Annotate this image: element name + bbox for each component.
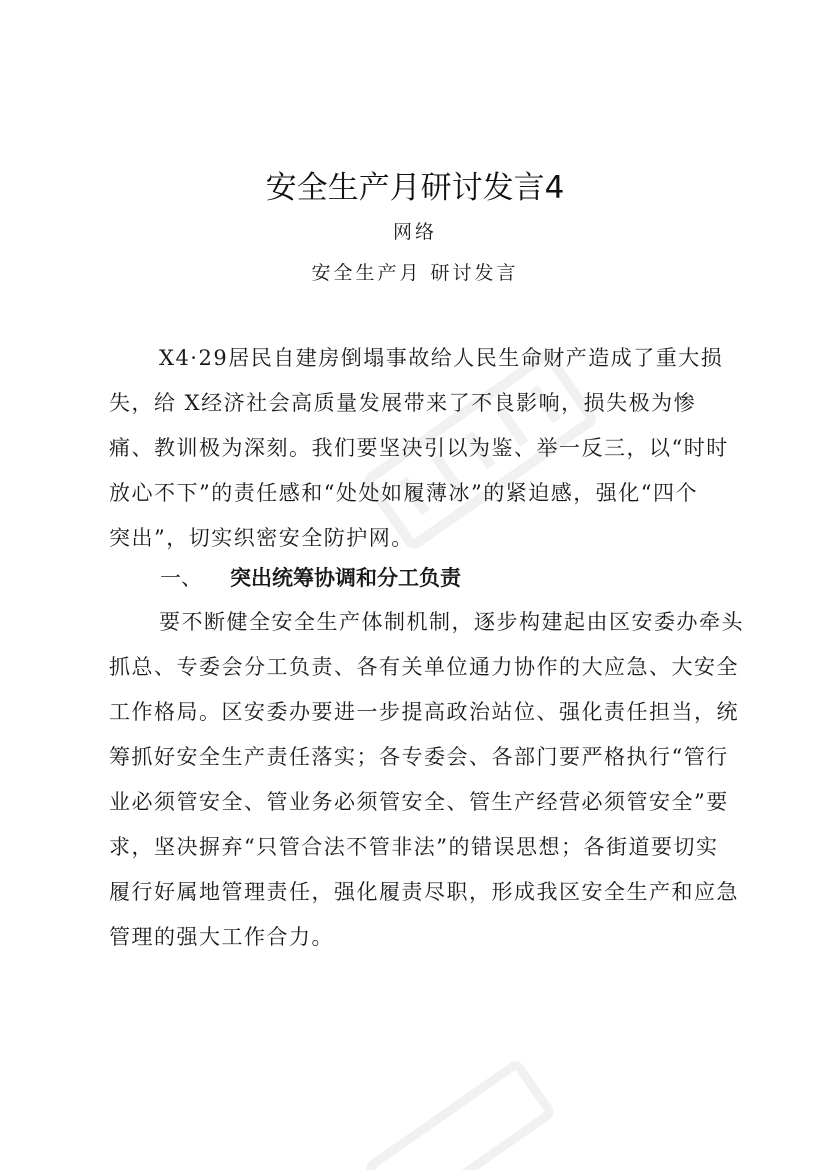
document-title: 安全生产月研讨发言4: [265, 170, 565, 206]
document-author: 网络: [392, 221, 437, 243]
paragraph-line: 要不断健全安全生产体制机制，逐步构建起由区安委办牵头: [159, 610, 744, 634]
paragraph-intro: [109, 336, 729, 561]
paragraph-section-1: [109, 600, 744, 960]
paragraph-line: 筹抓好安全生产责任落实；各专委会、各部门要严格执行“管行: [109, 745, 729, 769]
section-number: 一、: [160, 566, 202, 590]
paragraph-line: 痛、教训极为深刻。我们要坚决引以为鉴、举一反三，以“时时: [109, 436, 729, 460]
paragraph-line: 工作格局。区安委办要进一步提高政治站位、强化责任担当，统: [109, 700, 739, 724]
section-heading: [160, 562, 461, 594]
paragraph-line: 抓总、专委会分工负责、各有关单位通力协作的大应急、大安全: [109, 655, 739, 679]
paragraph-line: 履行好属地管理责任，强化履责尽职，形成我区安全生产和应急: [109, 880, 739, 904]
paragraph-line: 突出”，切实织密安全防护网。: [109, 526, 414, 550]
paragraph-line: 求，坚决摒弃“只管合法不管非法”的错误思想；各街道要切实: [109, 835, 719, 859]
paragraph-line: 管理的强大工作合力。: [109, 925, 334, 949]
paragraph-line: X4·29居民自建房倒塌事故给人民生命财产造成了重大损: [159, 346, 724, 370]
watermark-logo-bottom: [360, 1060, 560, 1170]
paragraph-line: 放心不下”的责任感和“处处如履薄冰”的紧迫感，强化“四个: [109, 481, 698, 505]
section-heading-text: 突出统筹协调和分工负责: [230, 565, 461, 590]
paragraph-line: 失，给 X经济社会高质量发展带来了不良影响，损失极为惨: [109, 391, 697, 415]
paragraph-line: 业必须管安全、管业务必须管安全、管生产经营必须管安全”要: [109, 790, 729, 814]
document-keywords: 安全生产月 研讨发言: [311, 262, 519, 284]
